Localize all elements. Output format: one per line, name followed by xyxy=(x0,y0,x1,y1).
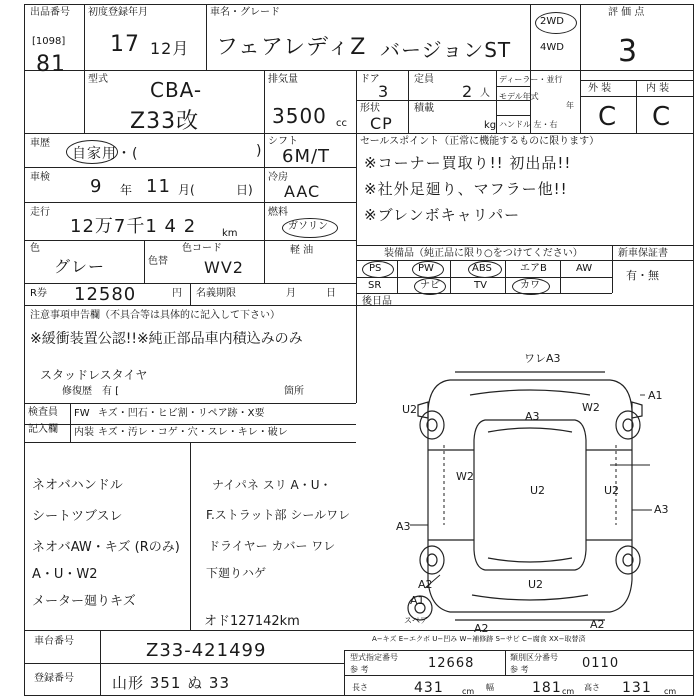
color-code-value: WV2 xyxy=(204,258,244,277)
inspector-label-2: 記入欄 xyxy=(28,424,58,435)
disp-unit: cc xyxy=(336,118,347,129)
handle-label: ハンドル 左・右 xyxy=(499,120,558,129)
odo-note: オド127142km xyxy=(204,614,300,629)
repair-label: 修復歴 xyxy=(62,386,92,397)
inspector-row2-text: キズ・汚レ・コゲ・穴・スレ・キレ・破レ xyxy=(98,427,288,438)
fuel-label: 燃料 xyxy=(268,207,288,218)
notes-line-1: ※緩衝装置公認!!※純正部品車内積込みのみ xyxy=(30,331,303,347)
divider xyxy=(24,403,356,404)
equip-airbag: エアB xyxy=(520,263,547,274)
equip-aw: AW xyxy=(576,263,593,274)
divider xyxy=(496,115,530,116)
ac-label: 冷房 xyxy=(268,172,288,183)
repair-close: 箇所 xyxy=(284,386,304,397)
class-value: 0110 xyxy=(582,656,620,671)
spare-label: スペア xyxy=(404,616,428,625)
class-label: 類別区分番号 xyxy=(510,653,558,662)
length-label: 長さ xyxy=(352,683,368,692)
recycle-label: 名義期限 xyxy=(196,288,236,299)
height-value: 131 xyxy=(622,680,652,696)
divider xyxy=(580,4,581,133)
inspector-row1-head: FW xyxy=(74,408,90,419)
divider xyxy=(24,240,356,241)
ref-label-1: 参 考 xyxy=(350,665,369,674)
dealer-label: ディーラー・並行 xyxy=(499,75,563,84)
inspector-row2-head: 内装 xyxy=(74,427,94,438)
drive-4wd: 4WD xyxy=(540,42,564,53)
equipment-label: 装備品（純正品に限り○をつけてください） xyxy=(384,248,583,259)
mark-5: A3 xyxy=(525,410,540,423)
mark-1: ワレA3 xyxy=(524,352,561,365)
equip-tv: TV xyxy=(474,280,487,291)
ref-label-2: 参 考 xyxy=(510,665,529,674)
note-right-3: ドライヤー カバー ワレ xyxy=(208,539,336,553)
divider xyxy=(190,283,191,305)
shape-label: 形状 xyxy=(360,103,380,114)
divider xyxy=(356,260,694,261)
equip-leather: カワ xyxy=(520,280,540,291)
mark-11: A2 xyxy=(418,578,433,591)
fuel-diesel: 軽 油 xyxy=(290,245,314,256)
shift-label: シフト xyxy=(268,136,298,147)
mark-6: W2 xyxy=(456,470,474,483)
mark-2: A1 xyxy=(648,389,663,402)
divider xyxy=(356,133,357,403)
equip-pw: PW xyxy=(418,263,434,274)
inspect-label: 車検 xyxy=(30,172,50,183)
sales-line-2: ※社外足廻り、マフラー他!! xyxy=(364,180,568,198)
shift-value: 6M/T xyxy=(282,146,331,167)
divider xyxy=(612,245,613,293)
divider xyxy=(580,80,694,81)
length-value: 431 xyxy=(414,680,444,696)
divider xyxy=(580,96,694,97)
equip-sr: SR xyxy=(368,280,382,291)
int-value: C xyxy=(652,102,672,132)
note-right-4: 下廻りハゲ xyxy=(206,566,267,580)
inspector-row1-text: キズ・凹石・ヒビ割・リペア跡・X要 xyxy=(98,408,265,419)
warranty-value: 有・無 xyxy=(626,269,659,282)
usage-value: 自家用・( xyxy=(72,146,139,162)
grade: バージョンST xyxy=(380,38,512,62)
recycle-day: 日 xyxy=(326,288,336,299)
note-left-2: シートツブスレ xyxy=(32,509,123,524)
ext-label: 外 装 xyxy=(588,83,612,94)
divider xyxy=(24,70,694,71)
note-right-1: ナイパネ スリ A・U・ xyxy=(212,478,332,492)
r-ticket-value: 12580 xyxy=(74,284,137,305)
usage-label: 車歴 xyxy=(30,138,50,149)
divider xyxy=(505,650,506,675)
r-ticket-label: R券 xyxy=(30,288,47,299)
divider xyxy=(100,630,101,696)
door-value: 3 xyxy=(378,82,390,101)
mark-7: U2 xyxy=(530,484,546,497)
divider xyxy=(356,293,612,294)
divider xyxy=(190,442,191,630)
lot-number: 81 xyxy=(36,52,66,77)
lot-label: 出品番号 xyxy=(30,7,70,18)
mark-3: W2 xyxy=(582,401,600,414)
r-ticket-unit: 円 xyxy=(172,288,182,299)
reg-value: 山形 351 ぬ 33 xyxy=(112,674,231,692)
mark-9: A3 xyxy=(654,503,669,516)
divider xyxy=(70,403,71,442)
color-tone-label: 色替 xyxy=(148,256,168,267)
mark-13: A2 xyxy=(474,622,489,635)
inspect-month: 11 xyxy=(146,176,171,197)
note-left-3: ネオバAW・キズ (Rのみ) xyxy=(32,540,180,555)
mark-8: U2 xyxy=(604,484,620,497)
divider xyxy=(408,70,409,133)
note-right-2: F.ストラット部 シールワレ xyxy=(206,508,351,522)
warranty-label: 新車保証書 xyxy=(618,248,668,259)
equip-ps: PS xyxy=(369,263,382,274)
first-reg-year: 17 xyxy=(110,32,140,57)
divider xyxy=(144,240,145,283)
divider xyxy=(24,663,344,664)
reg-label: 登録番号 xyxy=(34,673,74,684)
divider xyxy=(24,133,694,134)
width-unit: cm xyxy=(562,687,575,696)
load-label: 積載 xyxy=(414,103,434,114)
year-suffix: 年 xyxy=(566,101,574,110)
car-name-label: 車名・グレード xyxy=(210,7,280,18)
damage-legend: A−キズ E−エクボ U−凹み W−補修跡 S−サビ C−腐食 XX−取替済 xyxy=(372,635,586,643)
ac-value: AAC xyxy=(284,182,321,201)
grade-score: 3 xyxy=(618,34,639,69)
divider xyxy=(344,650,694,651)
sales-line-1: ※コーナー買取り!! 初出品!! xyxy=(364,154,572,172)
width-label: 幅 xyxy=(486,683,494,692)
length-unit: cm xyxy=(462,687,475,696)
divider xyxy=(397,260,398,293)
chassis-value: Z33-421499 xyxy=(146,640,267,661)
mileage-value: 12万7千1 4 2 xyxy=(70,216,197,237)
model-value-1: CBA- xyxy=(150,78,203,102)
inspect-year-unit: 年 xyxy=(120,183,133,197)
color-value: グレー xyxy=(54,257,106,276)
usage-close: ) xyxy=(256,143,263,159)
disp-value: 3500 xyxy=(272,104,327,128)
divider xyxy=(530,4,531,133)
height-label: 高さ xyxy=(584,683,600,692)
model-value-2: Z33改 xyxy=(130,109,200,134)
color-code-label: 色コード xyxy=(182,243,222,254)
sales-line-3: ※ブレンボキャリパー xyxy=(364,206,521,224)
divider xyxy=(24,305,694,306)
note-left-5: メーター廻りキズ xyxy=(32,594,136,609)
divider xyxy=(24,202,356,203)
note-left-1: ネオバハンドル xyxy=(32,478,123,493)
color-label: 色 xyxy=(30,243,40,254)
capacity-label: 定員 xyxy=(414,74,434,85)
divider xyxy=(560,260,561,293)
inspect-year: 9 xyxy=(90,176,103,197)
first-reg-month: 12月 xyxy=(150,39,190,58)
type-cert-label: 型式指定番号 xyxy=(350,653,398,662)
divider xyxy=(636,80,637,133)
height-unit: cm xyxy=(664,687,677,696)
divider xyxy=(84,4,85,133)
divider xyxy=(505,260,506,293)
note-left-4: A・U・W2 xyxy=(32,567,98,582)
fuel-gas: ガソリン xyxy=(288,221,328,232)
lot-sub: [1098] xyxy=(32,36,66,47)
width-value: 181 xyxy=(532,680,562,696)
mileage-label: 走行 xyxy=(30,207,50,218)
first-reg-label: 初度登録年月 xyxy=(88,7,148,18)
mileage-unit: km xyxy=(222,228,238,239)
load-unit: kg xyxy=(484,120,497,131)
model-year-label: モデル年式 xyxy=(499,92,539,101)
inspect-month-unit: 月( xyxy=(178,183,195,197)
capacity-value: 2 xyxy=(462,82,474,101)
equip-navi: ナビ xyxy=(420,280,440,291)
shape-value: CP xyxy=(370,114,393,133)
divider xyxy=(24,424,356,425)
type-cert-value: 12668 xyxy=(428,656,475,671)
mark-12: U2 xyxy=(528,578,544,591)
divider xyxy=(450,260,451,293)
divider xyxy=(344,650,345,696)
repair-open: 有 [ xyxy=(102,386,120,397)
inspect-day-unit: 日) xyxy=(236,183,253,197)
divider xyxy=(356,70,357,133)
door-label: ドア xyxy=(360,74,380,85)
mark-4: U2 xyxy=(402,403,418,416)
divider xyxy=(264,133,265,283)
int-label: 内 装 xyxy=(646,83,670,94)
recycle-month: 月 xyxy=(286,288,296,299)
drive-2wd: 2WD xyxy=(540,16,564,27)
divider xyxy=(496,86,530,87)
car-name: フェアレディZ xyxy=(216,35,367,60)
divider xyxy=(264,70,265,133)
equip-abs: ABS xyxy=(472,263,492,274)
divider xyxy=(206,4,207,70)
mark-14: A2 xyxy=(590,618,605,631)
divider xyxy=(24,167,356,168)
ext-value: C xyxy=(598,102,618,132)
model-label: 型式 xyxy=(88,74,108,85)
disp-label: 排気量 xyxy=(268,74,298,85)
inspector-label-1: 検査員 xyxy=(28,407,58,418)
notes-label: 注意事項申告欄（不具合等は具体的に記入して下さい） xyxy=(30,310,280,321)
mark-10: A3 xyxy=(396,520,411,533)
notes-line-2: スタッドレスタイヤ xyxy=(40,368,148,382)
capacity-unit: 人 xyxy=(480,88,490,99)
divider xyxy=(356,245,694,246)
divider xyxy=(496,70,497,133)
chassis-label: 車台番号 xyxy=(34,636,74,647)
sales-label: セールスポイント（正常に機能するものに限ります） xyxy=(360,136,600,147)
mark-15: A1 xyxy=(410,594,425,607)
grade-score-label: 評 価 点 xyxy=(608,7,645,18)
later-label: 後日品 xyxy=(362,296,392,307)
